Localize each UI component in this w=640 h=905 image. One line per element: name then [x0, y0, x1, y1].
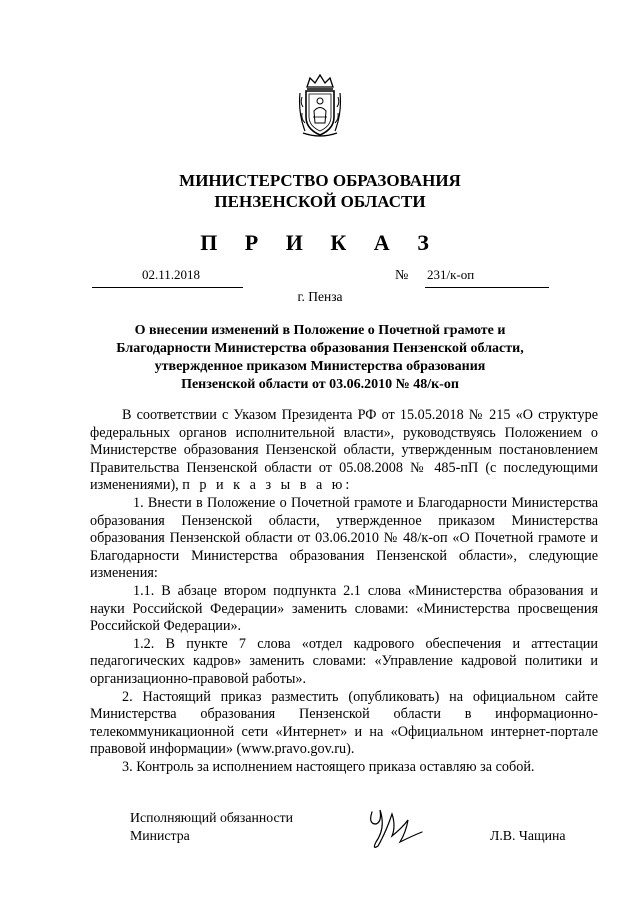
position-line-1: Исполняющий обязанности — [130, 810, 293, 825]
ministry-name-line1: МИНИСТЕРСТВО ОБРАЗОВАНИЯ — [179, 171, 461, 190]
order-date: 02.11.2018 — [142, 267, 201, 282]
date-underline — [92, 286, 243, 288]
subject-line-2: Благодарности Министерства образования Пензенской области, — [116, 341, 524, 356]
number-underline — [425, 286, 549, 288]
position-line-2: Министра — [130, 828, 190, 843]
intro-text: В соответствии с Указом Президента РФ от 15.05.2018 № 215 «О структуре федеральных органов исполнительной власти», руководствуясь Положением о Министерстве образования Пензенской области, утвержденным постановлением Правительства Пензенской области от 05.08.2008 № 485-пП (с последующими изменениями), — [90, 407, 598, 494]
intro-paragraph — [90, 407, 598, 495]
subject-line-3: утвержденное приказом Министерства образования — [154, 359, 486, 374]
paragraph-1-1: 1.1. В абзаце втором подпункта 2.1 слова «Министерства образования и науки Российской Федерации» заменить словами: «Министерства просвещения Российской Федерации». — [90, 582, 598, 635]
order-body — [90, 407, 598, 776]
order-title: П Р И К А З — [200, 230, 440, 255]
number-sign: № — [395, 268, 409, 283]
coat-of-arms-icon — [297, 73, 343, 139]
paragraph-2: 2. Настоящий приказ разместить (опубликовать) на официальном сайте Министерства образования Пензенской области в информационно-телекоммуникационной сети «Интернет» и на «Официальном интернет-портале правовой информации» (www.pravo.gov.ru). — [90, 688, 598, 758]
order-verb: п р и к а з ы в а ю: — [182, 477, 353, 494]
order-subject — [100, 322, 540, 394]
subject-line-1: О внесении изменений в Положение о Почетной грамоте и — [134, 323, 506, 338]
signatory-position — [130, 809, 293, 845]
paragraph-1: 1. Внести в Положение о Почетной грамоте и Благодарности Министерства образования Пензенской области, утвержденное приказом Министерства образования Пензенской области от 03.06.2010 № 48/к-оп «О Почетной грамоте и Благодарности Министерства образования Пензенской области», следующие изменения: — [90, 494, 598, 582]
paragraph-3: 3. Контроль за исполнением настоящего приказа оставляю за собой. — [122, 758, 535, 775]
paragraph-1-2: 1.2. В пункте 7 слова «отдел кадрового обеспечения и аттестации педагогических кадров» заменить словами: «Управление кадровой политики и организационно-правовой работы». — [90, 635, 598, 687]
handwritten-signature — [362, 802, 426, 854]
city: г. Пенза — [297, 289, 343, 304]
ministry-name-line2: ПЕНЗЕНСКОЙ ОБЛАСТИ — [214, 192, 426, 211]
subject-line-4: Пензенской области от 03.06.2010 № 48/к-оп — [181, 377, 459, 392]
signatory-name: Л.В. Чащина — [490, 828, 566, 843]
order-number: 231/к-оп — [427, 267, 475, 282]
